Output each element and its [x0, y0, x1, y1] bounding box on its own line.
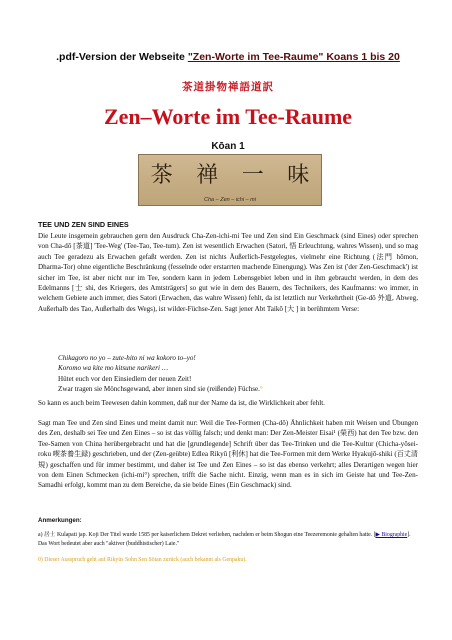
verse-line: [58, 374, 418, 384]
webpage-link[interactable]: "Zen-Worte im Tee-Raume" Koans 1 bis 20: [187, 51, 400, 63]
paragraph-name-only: So kann es auch beim Teewesen dahin kommen, daß nur der Name da ist, die Wirklichkeit aber fehlt.: [38, 399, 325, 407]
paragraph-intro: Die Leute insgemein gebrauchen gern den Ausdruck Cha-Zen-ichi-mi Tee und Zen sind Ein Geschmack (sind Eines) oder sprechen von Cha-dô [茶道] 'Tee-Weg' (Tee-Tao, Tee-tum). Zen ist wesentlich Erwachen (Satori, 悟 Erleuchtung, wahres Wissen), und so mag auch Tee geradezu als Erwachen gefaßt werden. Zen ist nichts Äußerlich-Festgelegtes, vielmehr eine Richtung (法門 hōmon, Dharma-Tor) ohne eigentliche Beschränkung (fesselnde oder erstarrten machende Einengung). Was Zen ist ('der Zen-Geschmack') ist sicher im Tee, ist aber nicht nur im Tee, sondern kann in jedem Lebensgebiet leben und in ihm gebraucht werden, in dem des Edelmanns [士 shi, des Kriegers, des Amtsträgers] so gut wie in dem des Bauern, des Technikers, des Kaufmanns: wo immer, in welchem Gebiete auch immer, dies Satori (Erwachen, das wahre Wissen) fehlt, da ist letztlich nur Verkehrtheit (Ge-dô 外道, Abweg, Außerhalb des Tao, Außerhalb des Wegs), ist wilder-Füchse-Zen. Sagt jener Abt Taikō [大 ] in berühmtem Verse:: [38, 232, 418, 313]
scroll-romanization: Cha – Zen – ichi – mi: [204, 197, 256, 203]
scroll-char: 茶: [150, 163, 173, 188]
scroll-char: 味: [287, 163, 310, 188]
biography-link[interactable]: ▶ Biographie: [375, 532, 408, 538]
calligraphy-scroll-image: [138, 154, 322, 206]
verse-line: Koromo wa kite mo kitsune narikeri …: [58, 364, 169, 373]
paragraph-tea-zen: Sagt man Tee und Zen sind Eines und meint damit nur: Weil die Tee-Formen (Cha-dô) Ähnlichkeit haben mit Weisen und Übungen des Zen, deshalb sei Tee und Zen Eines – so ist das völlig falsch; und denkt man: Der Zen-Meister Eisai¹ (榮西) hat den Tee bzw. den Tee-Samen von China herübergebracht und hat die [grundlegende] Schrift über das Tee-Trinken und die Tee-Kultur (Chicha-yōsei-roku 喫茶養生録) geschrieben, und der (Zen-geübte) Edlea Rikyū [利休] hat die Tee-Formen mit dem Werke Hyakujō-shiki (百丈清規) geschaffen und für immer bestimmt, und daher ist Tee und Zen Eines – so ist das ebenso verkehrt; alles Derartigen wegen hier von dem Einen Schmecken (ichi-mi°) sprechen, trifft die Sache nicht. Einzig, wenn man es in sich im Geiste hat und Tee-Zen-Samadhi erfolgt, kommt man zu dem Bereiche, da sie beide Eines (Ein Geschmack) sind.: [38, 419, 418, 490]
notes-heading: Anmerkungen:: [38, 517, 82, 524]
verse-line-text: Hütet euch vor den Einsiedlern der neuen Zeit!: [58, 374, 192, 383]
header-prefix: .pdf-Version der Webseite: [56, 51, 188, 63]
footnote-marker[interactable]: °: [259, 385, 263, 394]
cjk-subtitle: 茶道掛物禅語道訳: [182, 81, 274, 93]
verse-line: [58, 384, 418, 394]
verse-line: Chikagoro no yo – zute-hito ni wa kokoro to–yo!: [58, 354, 196, 362]
note-a-suffix: ]. Das Wort bedeutet aber auch "aktiver (buddhistischer) Laie.": [38, 532, 411, 547]
note-zero: 0) Dieser Ausspruch geht auf Rikyūs Sohn Sen Sōtan zurück (auch bekannt als Genpaku).: [38, 557, 247, 563]
scroll-characters: [139, 158, 321, 189]
page-title: Zen–Worte im Tee-Raume: [103, 104, 353, 129]
pdf-header: [38, 51, 418, 63]
verse-block: [58, 353, 418, 395]
koan-label: Kōan 1: [211, 141, 245, 152]
note-a: [38, 531, 418, 548]
scroll-char: 一: [241, 163, 264, 188]
note-a-prefix: a) 居士 Kulapati jap. Koji Der Titel wurde 1585 per kaiserlichem Dekret verliehen, nachdem er beim Shogun eine Teezeremonie gehalten hatte. [: [38, 532, 376, 538]
verse-line-text: Zwar tragen sie Mönchsgewand, aber innen sind sie (reißende) Füchse.: [58, 385, 260, 394]
section-heading: TEE UND ZEN SIND EINES: [38, 220, 129, 229]
scroll-char: 禅: [196, 163, 219, 188]
